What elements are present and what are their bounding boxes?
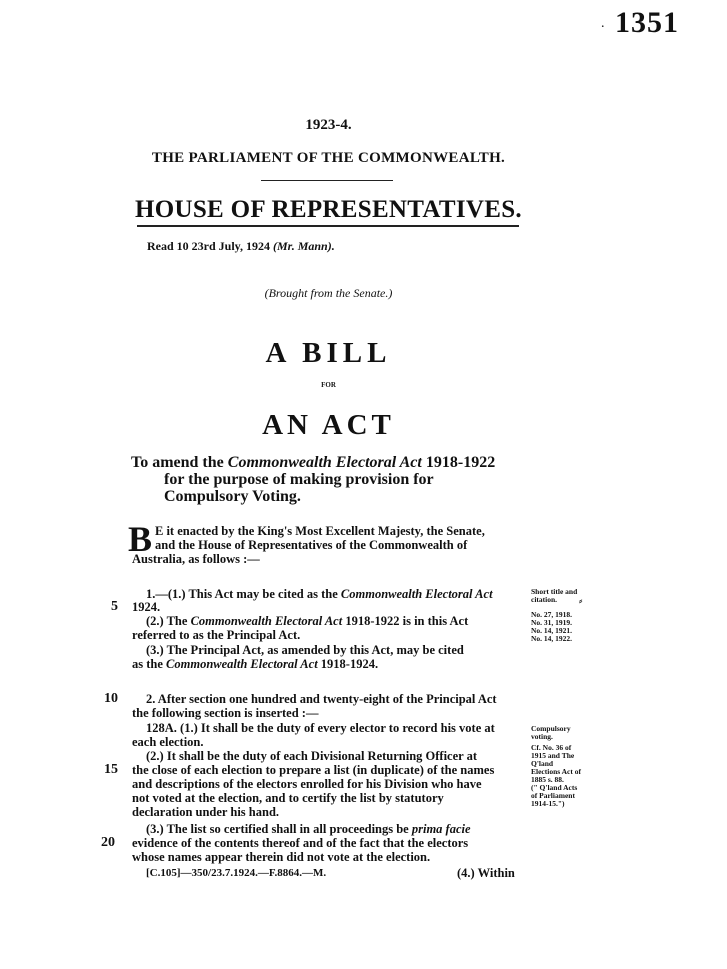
section-128a-1-cont: each election. — [132, 735, 204, 749]
section-128a-3: (3.) The list so certified shall in all proceedings be prima facie — [146, 822, 471, 836]
reading-date: Read 10 23rd July, 1924 — [147, 239, 274, 253]
catchword: (4.) Within — [457, 866, 515, 880]
print-reference: [C.105]—350/23.7.1924.—F.8864.—M. — [146, 867, 327, 879]
section-128a-1: 128A. (1.) It shall be the duty of every elector to record his vote at — [146, 721, 495, 735]
section-1-1: 1.—(1.) This Act may be cited as the Commonwealth Electoral Act — [146, 587, 493, 601]
line-number-10: 10 — [104, 691, 118, 706]
line-number-15: 15 — [104, 762, 118, 777]
section-1-1-cont: 1924. — [132, 600, 161, 614]
section-128a-2-d: not voted at the election, and to certify the list by statutory — [132, 791, 444, 805]
section-2: 2. After section one hundred and twenty-eight of the Principal Act — [146, 692, 497, 706]
section-2-cont: the following section is inserted :— — [132, 706, 319, 720]
page-number: 1351 — [615, 6, 679, 39]
margin-note-compulsory: Compulsory voting. — [531, 724, 571, 741]
margin-dot: . — [601, 16, 605, 31]
line-number-20: 20 — [101, 835, 115, 850]
enacting-clause-end: Australia, as follows :— — [132, 552, 260, 566]
section-128a-2-c: and descriptions of the electors enrolled for his Division who have — [132, 777, 482, 791]
session-year: 1923-4. — [305, 117, 352, 133]
section-128a-3-c: whose names appear therein did not vote at the election. — [132, 850, 431, 864]
margin-mark: ⸗ — [579, 596, 583, 607]
section-1-3: (3.) The Principal Act, as amended by this Act, may be cited — [146, 643, 464, 657]
reading-note — [147, 239, 335, 254]
a-bill-heading: A BILL — [265, 337, 392, 369]
long-title: To amend the Commonwealth Electoral Act 1918-1922 for the purpose of making provision for Compulsory Voting. — [131, 454, 496, 505]
divider-rule — [137, 225, 519, 227]
section-1-3-cont: as the Commonwealth Electoral Act 1918-1924. — [132, 657, 379, 671]
for-label: FOR — [321, 381, 336, 389]
an-act-heading: AN ACT — [262, 409, 395, 441]
divider-rule — [261, 180, 393, 181]
line-number-5: 5 — [111, 599, 118, 614]
section-1-2-cont: referred to as the Principal Act. — [132, 628, 301, 642]
margin-note-act-refs: No. 27, 1918. No. 31, 1919. No. 14, 1921. No. 14, 1922. — [531, 610, 573, 643]
enacting-clause: E it enacted by the King's Most Excellent Majesty, the Senate, and the House of Representatives of the Commonwealth of — [155, 524, 485, 552]
section-128a-2-b: the close of each election to prepare a list (in duplicate) of the names — [132, 763, 495, 777]
section-128a-3-b: evidence of the contents thereof and of the fact that the electors — [132, 836, 469, 850]
parliament-heading: THE PARLIAMENT OF THE COMMONWEALTH. — [151, 150, 506, 166]
section-1-2: (2.) The Commonwealth Electoral Act 1918-1922 is in this Act — [146, 614, 469, 628]
margin-note-cf-refs: Cf. No. 36 of 1915 and The Q'land Elections Act of 1885 s. 88. (" Q'land Acts of Parliament 1914-15.") — [531, 743, 581, 808]
drop-cap: B — [128, 519, 153, 559]
section-128a-2: (2.) It shall be the duty of each Divisional Returning Officer at — [146, 749, 478, 763]
section-128a-2-e: declaration under his hand. — [132, 805, 280, 819]
brought-from-senate: (Brought from the Senate.) — [264, 286, 393, 300]
house-heading: HOUSE OF REPRESENTATIVES. — [135, 196, 522, 223]
reading-member: (Mr. Mann). — [273, 239, 335, 253]
margin-note-short-title: Short title and citation. — [531, 587, 578, 604]
act-name: Commonwealth Electoral Act — [227, 454, 422, 471]
